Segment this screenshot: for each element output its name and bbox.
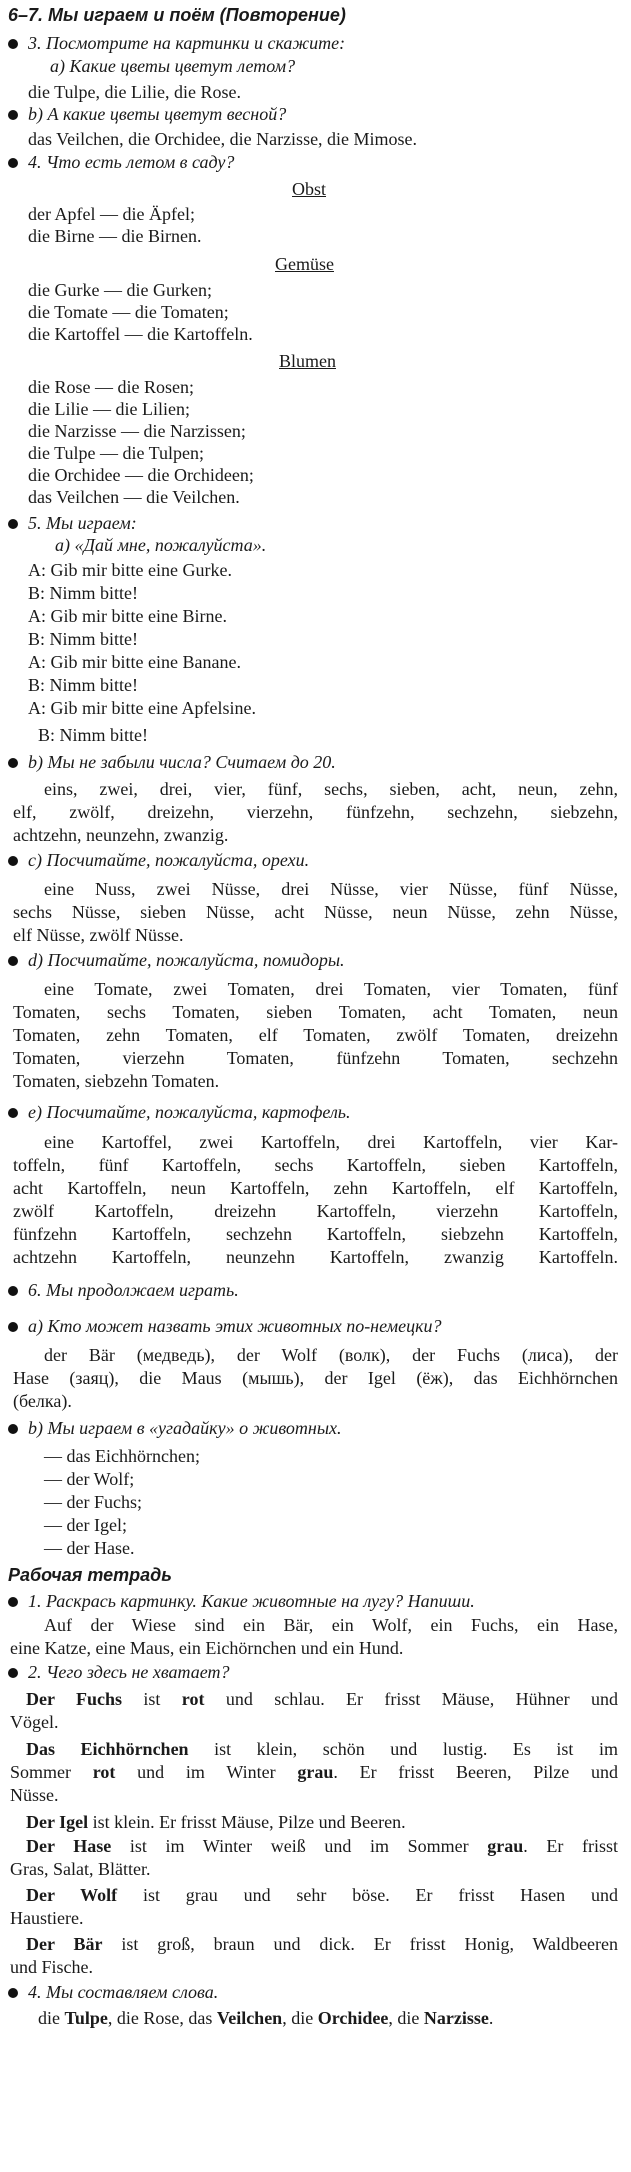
exercise-3a-question: а) Какие цветы цветут летом? bbox=[50, 56, 296, 76]
bullet-icon bbox=[8, 956, 18, 966]
tomatoes-line: Tomaten, sechs Tomaten, sieben Tomaten, acht Tomaten, neun bbox=[13, 1002, 618, 1022]
wolf-line: Haustiere. bbox=[10, 1908, 84, 1928]
wolf-line: Der Wolf ist grau und sehr böse. Er frisst Hasen und bbox=[26, 1885, 618, 1905]
gemuse-heading: Gemüse bbox=[275, 254, 334, 274]
potatoes-line: achtzehn Kartoffeln, neunzehn Kartoffeln, zwanzig Kartoffeln. bbox=[13, 1247, 618, 1267]
exercise-5a-heading: а) «Дай мне, пожалуйста». bbox=[55, 535, 267, 555]
guess-item: — der Wolf; bbox=[44, 1469, 135, 1489]
workbook-title: Рабочая тетрадь bbox=[8, 1565, 172, 1585]
exercise-3b-question: b) А какие цветы цветут весной? bbox=[28, 104, 287, 124]
exercise-6a-heading: а) Кто может назвать этих животных по-немецки? bbox=[28, 1316, 442, 1336]
potatoes-line: zwölf Kartoffeln, dreizehn Kartoffeln, vierzehn Kartoffeln, bbox=[13, 1201, 618, 1221]
workbook-q1-line: Auf der Wiese sind ein Bär, ein Wolf, ein Fuchs, ein Hase, bbox=[44, 1615, 618, 1635]
hase-line: Gras, Salat, Blätter. bbox=[10, 1859, 151, 1879]
fuchs-line: Vögel. bbox=[10, 1712, 59, 1732]
bullet-icon bbox=[8, 1108, 18, 1118]
dialogue-line: A: Gib mir bitte eine Gurke. bbox=[28, 560, 232, 580]
bullet-icon bbox=[8, 1286, 18, 1296]
bullet-icon bbox=[8, 1424, 18, 1434]
tomatoes-line: eine Tomate, zwei Tomaten, drei Tomaten, vier Tomaten, fünf bbox=[44, 979, 618, 999]
exercise-5e-heading: e) Посчитайте, пожалуйста, картофель. bbox=[28, 1102, 351, 1122]
workbook-q1: 1. Раскрась картинку. Какие животные на лугу? Напиши. bbox=[28, 1591, 475, 1611]
exercise-5c-heading: c) Посчитайте, пожалуйста, орехи. bbox=[28, 850, 310, 870]
dialogue-line: B: Nimm bitte! bbox=[28, 629, 138, 649]
obst-heading: Obst bbox=[292, 179, 327, 199]
potatoes-line: toffeln, fünf Kartoffeln, sechs Kartoffeln, sieben Kartoffeln, bbox=[13, 1155, 618, 1175]
exercise-5-heading: 5. Мы играем: bbox=[28, 513, 137, 533]
bullet-icon bbox=[8, 519, 18, 529]
blumen-line: die Orchidee — die Orchideen; bbox=[28, 465, 254, 485]
dialogue-line: B: Nimm bitte! bbox=[28, 675, 138, 695]
numbers-line: elf, zwölf, dreizehn, vierzehn, fünfzehn, sechzehn, siebzehn, bbox=[13, 802, 618, 822]
workbook-q1-line: eine Katze, eine Maus, ein Eichörnchen und ein Hund. bbox=[10, 1638, 404, 1658]
numbers-line: eins, zwei, drei, vier, fünf, sechs, sieben, acht, neun, zehn, bbox=[44, 779, 618, 799]
guess-item: — der Igel; bbox=[44, 1515, 127, 1535]
bullet-icon bbox=[8, 758, 18, 768]
potatoes-line: acht Kartoffeln, neun Kartoffeln, zehn Kartoffeln, elf Kartoffeln, bbox=[13, 1178, 618, 1198]
bullet-icon bbox=[8, 1988, 18, 1998]
guess-item: — der Hase. bbox=[44, 1538, 135, 1558]
eichhoernchen-line: Das Eichhörnchen ist klein, schön und lustig. Es ist im bbox=[26, 1739, 618, 1759]
bullet-icon bbox=[8, 1668, 18, 1678]
nuts-line: elf Nüsse, zwölf Nüsse. bbox=[13, 925, 184, 945]
guess-item: — der Fuchs; bbox=[44, 1492, 142, 1512]
exercise-5d-heading: d) Посчитайте, пожалуйста, помидоры. bbox=[28, 950, 345, 970]
dialogue-line: A: Gib mir bitte eine Banane. bbox=[28, 652, 241, 672]
bullet-icon bbox=[8, 1322, 18, 1332]
dialogue-line: A: Gib mir bitte eine Birne. bbox=[28, 606, 227, 626]
guess-item: — das Eichhörnchen; bbox=[44, 1446, 200, 1466]
animals-line: der Bär (медведь), der Wolf (волк), der Fuchs (лиса), der bbox=[44, 1345, 618, 1365]
obst-line: der Apfel — die Äpfel; bbox=[28, 204, 195, 224]
tomatoes-line: Tomaten, siebzehn Tomaten. bbox=[13, 1071, 220, 1091]
exercise-3a-answer: die Tulpe, die Lilie, die Rose. bbox=[28, 82, 241, 102]
dialogue-line: B: Nimm bitte! bbox=[38, 725, 148, 745]
blumen-line: die Lilie — die Lilien; bbox=[28, 399, 190, 419]
gemuse-line: die Tomate — die Tomaten; bbox=[28, 302, 229, 322]
blumen-line: die Tulpe — die Tulpen; bbox=[28, 443, 205, 463]
workbook-q2: 2. Чего здесь не хватает? bbox=[28, 1662, 230, 1682]
bullet-icon bbox=[8, 158, 18, 168]
exercise-5b-heading: b) Мы не забыли числа? Считаем до 20. bbox=[28, 752, 336, 772]
exercise-4-heading: 4. Что есть летом в саду? bbox=[28, 152, 235, 172]
exercise-6b-heading: b) Мы играем в «угадайку» о животных. bbox=[28, 1418, 342, 1438]
potatoes-line: eine Kartoffel, zwei Kartoffeln, drei Kartoffeln, vier Kar- bbox=[44, 1132, 618, 1152]
animals-line: Hase (заяц), die Maus (мышь), der Igel (ёж), das Eichhörnchen bbox=[13, 1368, 618, 1388]
blumen-line: die Narzisse — die Narzissen; bbox=[28, 421, 246, 441]
animals-line: (белка). bbox=[13, 1391, 72, 1411]
bullet-icon bbox=[8, 39, 18, 49]
tomatoes-line: Tomaten, zehn Tomaten, elf Tomaten, zwölf Tomaten, dreizehn bbox=[13, 1025, 618, 1045]
dialogue-line: B: Nimm bitte! bbox=[28, 583, 138, 603]
baer-line: und Fische. bbox=[10, 1957, 93, 1977]
workbook-q4-words: die Tulpe, die Rose, das Veilchen, die Orchidee, die Narzisse. bbox=[38, 2008, 494, 2028]
exercise-3-heading: 3. Посмотрите на картинки и скажите: bbox=[28, 33, 346, 53]
gemuse-line: die Kartoffel — die Kartoffeln. bbox=[28, 324, 253, 344]
exercise-6-heading: 6. Мы продолжаем играть. bbox=[28, 1280, 239, 1300]
potatoes-line: fünfzehn Kartoffeln, sechzehn Kartoffeln, siebzehn Kartoffeln, bbox=[13, 1224, 618, 1244]
baer-line: Der Bär ist groß, braun und dick. Er frisst Honig, Waldbeeren bbox=[26, 1934, 619, 1954]
obst-line: die Birne — die Birnen. bbox=[28, 226, 202, 246]
dialogue-line: A: Gib mir bitte eine Apfelsine. bbox=[28, 698, 256, 718]
eichhoernchen-line: Nüsse. bbox=[10, 1785, 59, 1805]
nuts-line: eine Nuss, zwei Nüsse, drei Nüsse, vier Nüsse, fünf Nüsse, bbox=[44, 879, 618, 899]
workbook-q4: 4. Мы составляем слова. bbox=[28, 1982, 219, 2002]
nuts-line: sechs Nüsse, sieben Nüsse, acht Nüsse, neun Nüsse, zehn Nüsse, bbox=[13, 902, 618, 922]
igel-line: Der Igel ist klein. Er frisst Mäuse, Pilze und Beeren. bbox=[26, 1812, 406, 1832]
bullet-icon bbox=[8, 1597, 18, 1607]
bullet-icon bbox=[8, 856, 18, 866]
blumen-line: die Rose — die Rosen; bbox=[28, 377, 194, 397]
fuchs-line: Der Fuchs ist rot und schlau. Er frisst Mäuse, Hühner und bbox=[26, 1689, 618, 1709]
page-title: 6–7. Мы играем и поём (Повторение) bbox=[8, 5, 346, 25]
bullet-icon bbox=[8, 110, 18, 120]
tomatoes-line: Tomaten, vierzehn Tomaten, fünfzehn Tomaten, sechzehn bbox=[13, 1048, 618, 1068]
hase-line: Der Hase ist im Winter weiß und im Sommer grau. Er frisst bbox=[26, 1836, 618, 1856]
gemuse-line: die Gurke — die Gurken; bbox=[28, 280, 212, 300]
numbers-line: achtzehn, neunzehn, zwanzig. bbox=[13, 825, 229, 845]
blumen-heading: Blumen bbox=[279, 351, 336, 371]
eichhoernchen-line: Sommer rot und im Winter grau. Er frisst Beeren, Pilze und bbox=[10, 1762, 618, 1782]
blumen-line: das Veilchen — die Veilchen. bbox=[28, 487, 240, 507]
exercise-3b-answer: das Veilchen, die Orchidee, die Narzisse, die Mimose. bbox=[28, 129, 418, 149]
